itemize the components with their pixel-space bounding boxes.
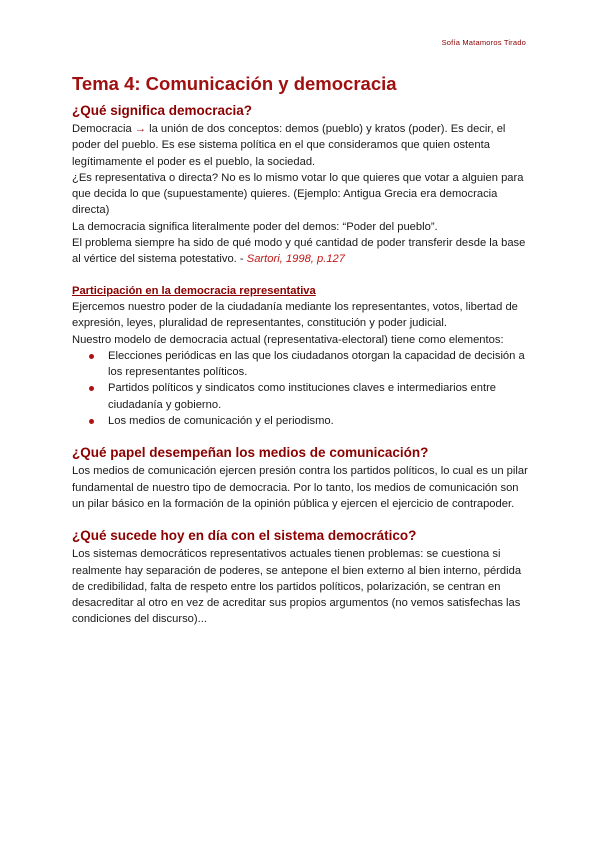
- paragraph-text: Democracia: [72, 123, 135, 135]
- section1-paragraph-1: [72, 121, 532, 170]
- citation: Sartori, 1998, p.127: [246, 253, 346, 266]
- bullet-icon: [89, 419, 94, 424]
- section1-paragraph-2: ¿Es representativa o directa? No es lo mismo votar lo que quieres que votar a alguien para que decida lo que (supuestamente) quieres. (Ejemplo: Antigua Grecia era democracia directa): [72, 171, 524, 217]
- subsection-paragraph-2: Nuestro modelo de democracia actual (representativa-electoral) tiene como elementos:: [72, 333, 504, 346]
- section-heading-sistema: ¿Qué sucede hoy en día con el sistema democrático?: [72, 528, 417, 544]
- section-heading-medios: ¿Qué papel desempeñan los medios de comunicación?: [72, 445, 429, 461]
- list-item-text: Elecciones periódicas en las que los ciudadanos otorgan la capacidad de decisión a los representantes políticos.: [108, 349, 525, 379]
- section2-paragraph-1: Los medios de comunicación ejercen presión contra los partidos políticos, lo cual es un pilar fundamental de nuestro tipo de democracia. Por lo tanto, los medios de comunicación son un pilar básico en la formación de la opinión pública y ejercen el ejercicio de contrapoder.: [72, 465, 528, 510]
- document-content: [72, 72, 532, 628]
- paragraph-text: El problema siempre ha sido de qué modo y qué cantidad de poder transferir desde la base al vértice del sistema potestativo. -: [72, 237, 526, 266]
- list-item-text: Los medios de comunicación y el periodismo.: [108, 415, 334, 428]
- list-item: [72, 348, 532, 381]
- author-name: Sofía Matamoros Tirado: [441, 38, 526, 47]
- page-title: Tema 4: Comunicación y democracia: [72, 73, 397, 94]
- bullet-icon: [89, 386, 94, 391]
- section3-paragraph-1: Los sistemas democráticos representativos actuales tienen problemas: se cuestiona si realmente hay separación de poderes, se antepone el bien externo al bien interno, pérdida de credibilidad, falta de respeto entre los partidos políticos, polarización, se centran en desacreditar al otro en vez de acreditar sus propios argumentos (no vemos satisfechas las condiciones del discurso)...: [72, 548, 522, 626]
- arrow-icon: →: [134, 123, 146, 135]
- list-item: [72, 413, 532, 429]
- section-heading-democracia: ¿Qué significa democracia?: [72, 103, 253, 118]
- subsection-paragraph-1: Ejercemos nuestro poder de la ciudadanía mediante los representantes, votos, libertad de expresión, leyes, pluralidad de representantes, constitución y poder judicial.: [72, 300, 518, 330]
- bullet-icon: [89, 354, 94, 359]
- subsection-heading-participacion: Participación en la democracia representativa: [72, 284, 316, 297]
- section1-paragraph-4: [72, 235, 532, 268]
- paragraph-text: la unión de dos conceptos: demos (pueblo) y kratos (poder). Es decir, el poder del pueblo. Es ese sistema política en el que consideramos que quien ostenta legítimamente el poder es el pueblo, la sociedad.: [72, 123, 506, 168]
- elements-list: [72, 348, 532, 429]
- list-item: [72, 380, 532, 413]
- list-item-text: Partidos políticos y sindicatos como instituciones claves e intermediarios entre ciudadanía y gobierno.: [108, 382, 497, 411]
- section1-paragraph-3: La democracia significa literalmente poder del demos: “Poder del pueblo”.: [72, 220, 438, 233]
